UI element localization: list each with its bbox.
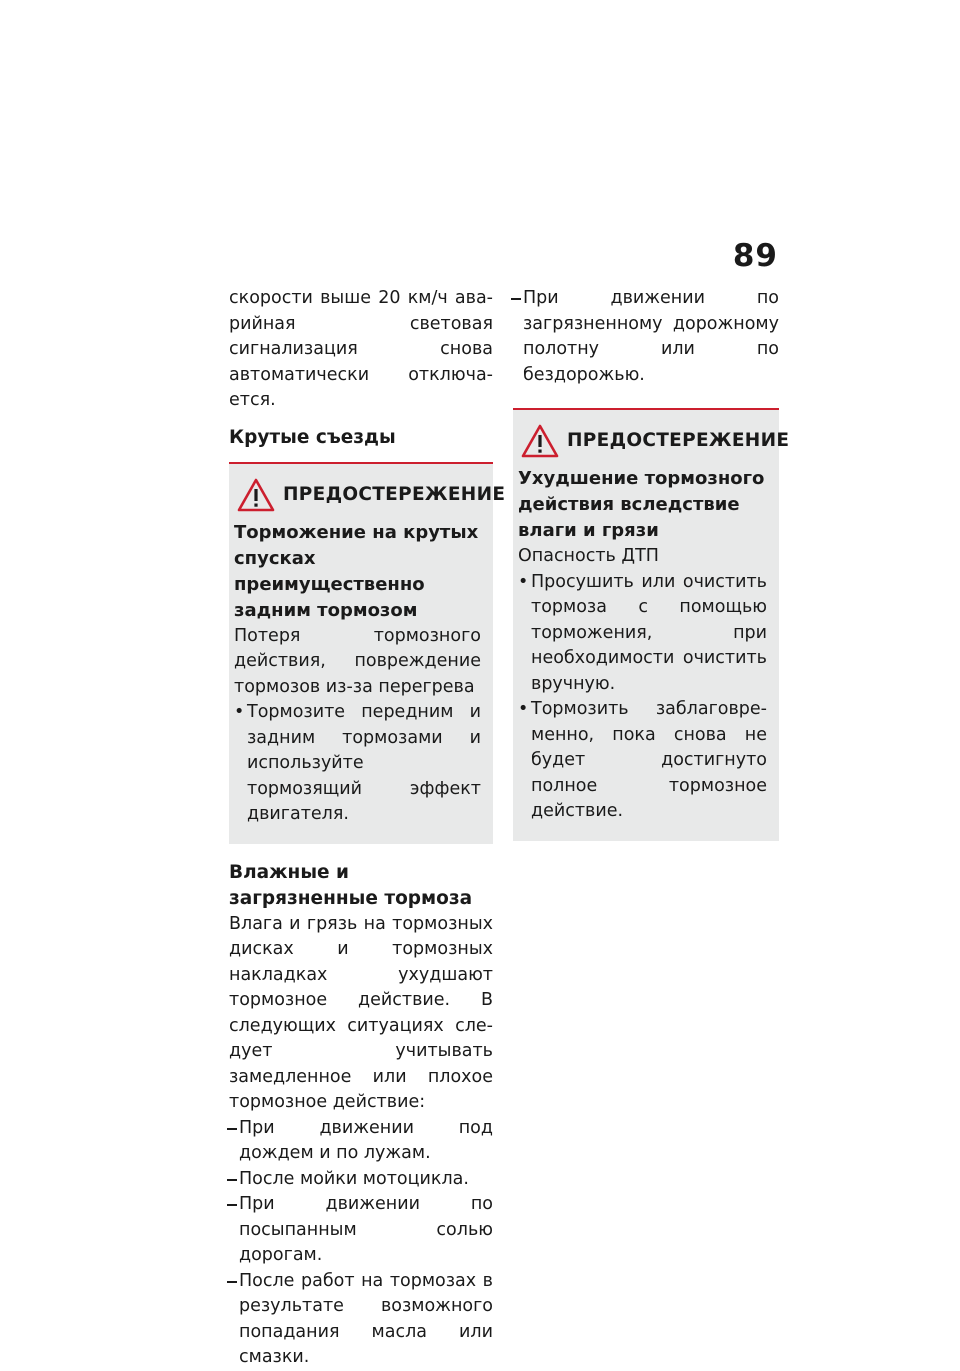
warning-header	[234, 478, 506, 512]
warning-bullet-item: • Просушить или очистить тормоза с помощью торможения, при необходимости очистить вручную.	[518, 570, 767, 698]
warning-title: Торможение на крутых спусках преимущественно задним тормозом	[234, 521, 479, 621]
section-title-steep-descents: Крутые съезды	[229, 426, 396, 448]
warning-label: ПРЕДОСТЕРЕЖЕНИЕ	[283, 483, 506, 505]
section-title-wet-brakes: Влажные и загрязненные тормоза	[229, 861, 473, 909]
list-item: При движении под дождем и по лужам.	[229, 1116, 493, 1167]
list-item: После работ на тормозах в результате возможного попадания масла или смазки.	[229, 1269, 493, 1371]
list-item: После мойки мотоцикла.	[229, 1167, 493, 1193]
warning-box	[229, 464, 506, 844]
warning-bullet-item: • Тормозить заблаговременно, пока снова не будет достигнуто полное тормозное действие.	[518, 697, 767, 825]
right-column	[513, 286, 790, 841]
list-item: При движении по посыпанным солью дорогам.	[229, 1192, 493, 1269]
warning-description: Опасность ДТП	[518, 546, 659, 566]
page-number: 89	[732, 238, 778, 274]
warning-header	[518, 424, 790, 458]
warning-label: ПРЕДОСТЕРЕЖЕНИЕ	[567, 430, 790, 451]
warning-bullet-item: • Тормозите передним и задним тормозами и используйте тормозящий эффект двигателя.	[234, 700, 481, 828]
warning-bullet-list	[518, 570, 767, 825]
list-item: При движении по загрязненному дорожному полотну или по бездорожью.	[513, 286, 779, 388]
warning-description: Потеря тормозного действия, повреждение тормозов из-за перегрева	[234, 625, 481, 697]
warning-triangle-icon	[237, 478, 275, 512]
section-text-wet-brakes: Влага и грязь на тормозных дисках и тормозных накладках ухудшают тормозное действие. В следующих ситуациях следует учитывать замедленное или плохое тормозное действие:	[229, 913, 493, 1112]
situation-list	[229, 1116, 493, 1371]
warning-bullet-list	[234, 700, 481, 828]
warning-title: Ухудшение тормозного действия вследствие влаги и грязи	[518, 468, 765, 541]
situation-list-continued	[513, 286, 779, 388]
left-column	[229, 286, 506, 1371]
warning-triangle-icon	[521, 424, 559, 458]
warning-box	[513, 410, 790, 841]
intro-text: скорости выше 20 км/ч аварийная световая сигнализация снова автоматически отключается.	[229, 288, 493, 410]
